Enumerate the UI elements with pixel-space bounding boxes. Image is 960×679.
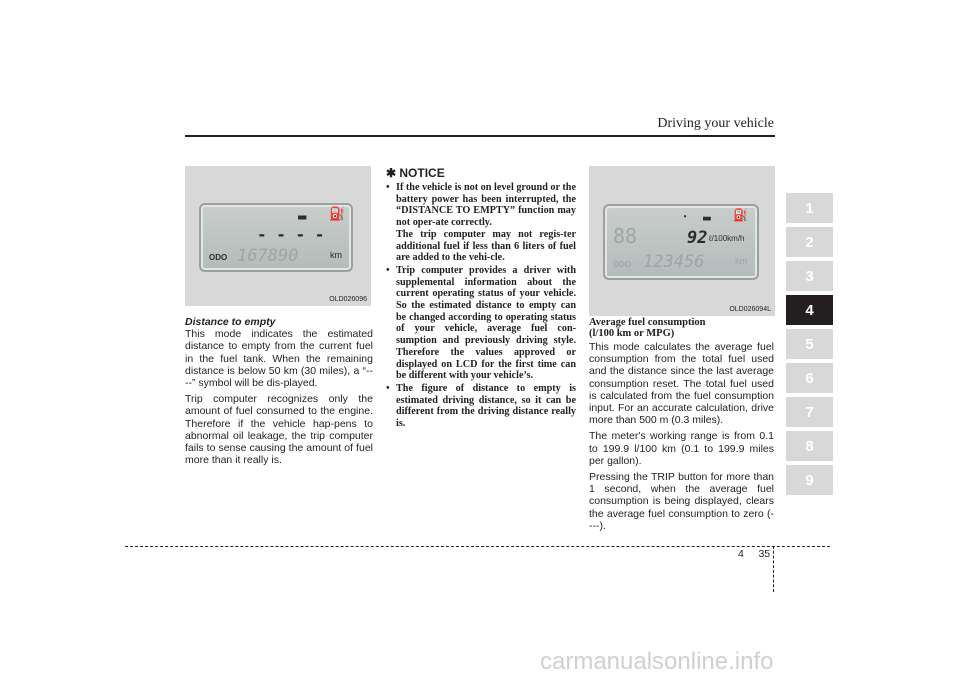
image-caption: OLD026094L [729, 306, 771, 313]
notice-item-text: The figure of distance to empty is estimated driving distance, so it can be different from the driving distance really is. [396, 382, 576, 430]
car-icon: ▬ [298, 209, 307, 225]
lcd-display [603, 204, 759, 280]
fuel-pump-icon: ⛽ [329, 207, 346, 222]
notice-item [386, 383, 576, 430]
notice-list [386, 182, 576, 430]
notice-item-text: Trip computer provides a driver with supplemental information about the current operating status of your vehicle. So the estimated distance to empty can be changed according to operating status of your vehicle, average fuel con-sumption and previously driving style. Therefore the values approved or displayed on LCD for the first time can be different with your vehicle’s. [396, 264, 576, 382]
chapter-tab-7[interactable]: 7 [786, 397, 833, 427]
fuel-unit: ℓ/100km/h [709, 234, 745, 243]
notice-box [386, 166, 576, 431]
chapter-tab-6[interactable]: 6 [786, 363, 833, 393]
section-heading-line: Average fuel consumption [589, 317, 706, 328]
page-number [738, 548, 770, 560]
paragraph: Pressing the TRIP button for more than 1 second, when the average fuel consumption is being displayed, clears the average fuel consumption to zero (----). [589, 471, 774, 532]
distance-to-empty-section [185, 316, 373, 470]
section-heading-line: (l/100 km or MPG) [589, 327, 675, 339]
chapter-tab-8[interactable]: 8 [786, 431, 833, 461]
footer-divider [125, 546, 830, 547]
odo-label: ODO [613, 260, 632, 269]
notice-item-text: If the vehicle is not on level ground or the battery power has been interrupted, the “DISTANCE TO EMPTY” function may not oper-ate correctly. [396, 182, 576, 229]
paragraph: This mode calculates the average fuel consumption from the total fuel used and the distance since the last average consumption reset. The total fuel used is calculated from the fuel consumption input. For an accurate calculation, drive more than 500 m (0.3 miles). [589, 341, 774, 427]
notice-item [386, 182, 576, 264]
paragraph: The meter's working range is from 0.1 to 199.9 l/100 km (0.1 to 199.9 miles per gallon). [589, 430, 774, 467]
section-title: Driving your vehicle [657, 116, 774, 131]
section-heading [589, 318, 774, 339]
paragraph: Trip computer recognizes only the amount of fuel consumed to the engine. Therefore if the vehicle hap-pens to abnormal oil leakage, the trip computer fails to sense causing the amount of fuel more than it really is. [185, 393, 373, 467]
chapter-tab-5[interactable]: 5 [786, 329, 833, 359]
chapter-tab-4[interactable]: 4 [786, 295, 833, 325]
distance-dashes: - - - - [257, 225, 325, 244]
image-caption: OLD026096 [329, 296, 367, 303]
notice-item-text: The trip computer may not regis-ter additional fuel if less than 6 liters of fuel are added to the vehi-cle. [396, 228, 576, 264]
odo-value: 167890 [237, 246, 299, 266]
notice-item [386, 265, 576, 382]
warning-icon: ‧ [683, 210, 688, 225]
chapter-tab-9[interactable]: 9 [786, 465, 833, 495]
km-unit: km [330, 250, 342, 260]
chapter-tab-1[interactable]: 1 [786, 193, 833, 223]
chapter-tab-2[interactable]: 2 [786, 227, 833, 257]
notice-title: ✱ NOTICE [386, 166, 445, 180]
chapter-tab-3[interactable]: 3 [786, 261, 833, 291]
page-number-value: 35 [758, 548, 771, 560]
watermark: carmanualsonline.info [540, 648, 774, 675]
car-icon: ▬ [703, 211, 711, 226]
km-label: km [735, 256, 747, 266]
lcd-image-average-fuel [589, 166, 775, 316]
fuel-value: 92 [687, 228, 708, 248]
header-divider [185, 135, 775, 137]
average-fuel-section [589, 318, 774, 536]
page-number-divider [773, 546, 774, 592]
chapter-number: 4 [738, 548, 744, 560]
lcd-image-distance-to-empty [185, 166, 371, 306]
fuel-pump-icon: ⛽ [733, 208, 748, 222]
lcd-display [199, 203, 353, 272]
section-heading: Distance to empty [185, 316, 276, 328]
odo-label: ODO [209, 253, 228, 262]
top-digits: 88 [613, 224, 638, 248]
odo-value: 123456 [643, 252, 705, 272]
paragraph: This mode indicates the estimated distance to empty from the current fuel in the fuel tank. When the remaining distance is below 50 km (30 miles), a “----” symbol will be dis-played. [185, 328, 373, 390]
